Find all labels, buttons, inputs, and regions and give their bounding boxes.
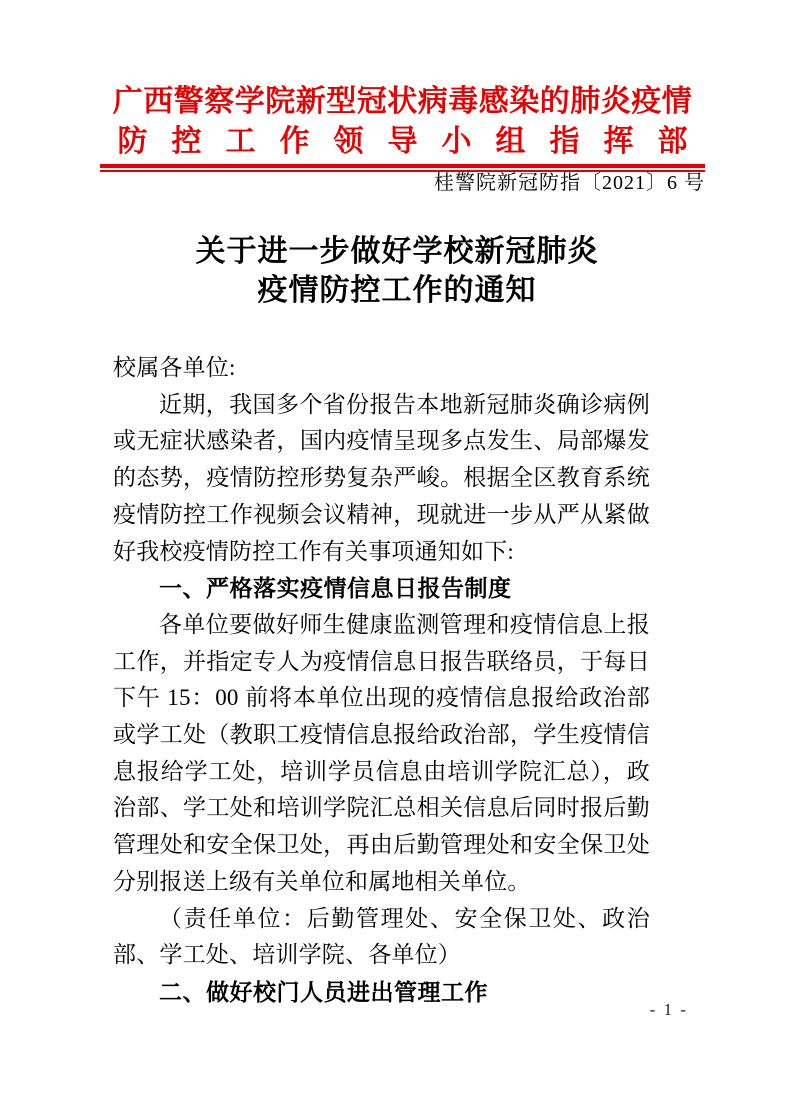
page-number: - 1 - — [649, 1000, 688, 1019]
letterhead-char: 部 — [657, 125, 688, 158]
letterhead-char: 组 — [495, 125, 526, 158]
letterhead-char: 控 — [171, 125, 202, 158]
letterhead-org-name-line1: 广西警察学院新型冠状病毒感染的肺炎疫情 — [112, 85, 693, 118]
letterhead-char: 导 — [387, 125, 418, 158]
body-paragraph: 近期，我国多个省份报告本地新冠肺炎确诊病例或无症状感染者，国内疫情呈现多点发生、局部爆发的态势，疫情防控形势复杂严峻。根据全区教育系统疫情防控工作视频会议精神，现就进一步从严从紧做好我校疫情防控工作有关事项通知如下: — [113, 391, 650, 564]
letterhead-char: 小 — [441, 125, 472, 158]
document-body — [113, 350, 650, 1011]
body-paragraph: 各单位要做好师生健康监测管理和疫情信息上报工作，并指定专人为疫情信息日报告联络员，于每日下午 15：00 前将本单位出现的疫情信息报给政治部或学工处（教职工疫情信息报给政治部，学生疫情信息报给学工处，培训学员信息由培训学院汇总），政治部、学工处和培训学院汇总相关信息后同时报后勤管理处和安全保卫处，再由后勤管理处和安全保卫处分别报送上级有关单位和属地相关单位。 — [113, 611, 650, 894]
letterhead-char: 领 — [333, 125, 364, 158]
section-heading: 一、严格落实疫情信息日报告制度 — [159, 575, 512, 602]
document-number: 桂警院新冠防指〔2021〕6 号 — [434, 172, 705, 194]
section-heading: 二、做好校门人员进出管理工作 — [159, 978, 488, 1005]
document-title-line2: 疫情防控工作的通知 — [257, 274, 537, 307]
letterhead-char: 工 — [225, 125, 256, 158]
letterhead-char: 挥 — [603, 125, 634, 158]
letterhead-char: 指 — [549, 125, 580, 158]
letterhead-char: 防 — [117, 125, 148, 158]
document-title — [0, 232, 794, 310]
salutation: 校属各单位: — [113, 355, 236, 380]
letterhead — [100, 82, 705, 172]
body-paragraph: （责任单位：后勤管理处、安全保卫处、政治部、学工处、培训学院、各单位） — [113, 905, 650, 968]
document-title-line1: 关于进一步做好学校新冠肺炎 — [195, 235, 599, 268]
letterhead-line2 — [118, 122, 688, 162]
letterhead-char: 作 — [279, 125, 310, 158]
